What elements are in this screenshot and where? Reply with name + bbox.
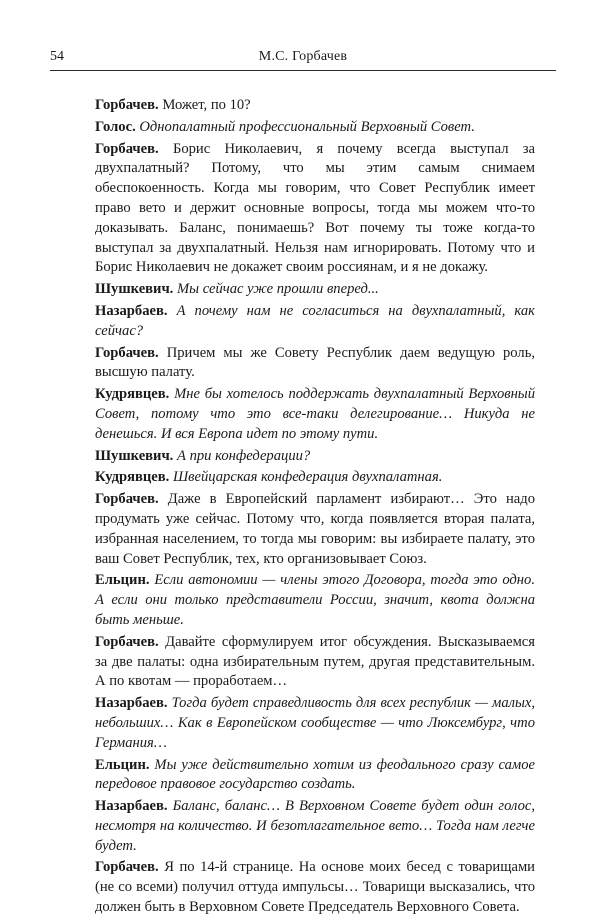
dialogue-paragraph: [95, 140, 535, 279]
speech-text: Борис Николаевич, я почему всегда выступал за двухпалатный? Потому, что мы этим самым снимаем обеспокоенность. Когда мы говорим, что Совет Республик имеет право вето и держит основные вопросы, тогда мы можем что-то доказывать. Баланс, понимаешь? Вот почему ты тоже когда-то выступал за двухпалатный. Нельзя нам игнорировать. Потому что и Борис Николаевич не докажет своим россиянам, и я не докажу.: [95, 140, 535, 276]
speech-text: А почему нам не согласиться на двухпалатный, как сейчас?: [95, 302, 535, 339]
speaker-name: Назарбаев.: [95, 302, 168, 319]
speaker-name: Кудрявцев.: [95, 386, 170, 403]
speaker-name: Голос.: [95, 118, 136, 135]
speech-text: Мы уже действительно хотим из феодального сразу самое передовое правовое государство создать.: [95, 756, 535, 793]
speaker-name: Назарбаев.: [95, 798, 168, 815]
speech-text: Мне бы хотелось поддержать двухпалатный Верховный Совет, потому что это все-таки делегирование… Никуда не денешься. И вся Европа идет по этому пути.: [95, 386, 535, 442]
speaker-name: Ельцин.: [95, 572, 150, 589]
speaker-name: Шушкевич.: [95, 281, 174, 298]
page-header: [50, 46, 556, 71]
speaker-name: Шушкевич.: [95, 447, 174, 464]
transcript-body: [95, 96, 535, 920]
speech-text: Швейцарская конфедерация двухпалатная.: [172, 469, 443, 486]
dialogue-paragraph: [95, 633, 535, 692]
speech-text: Давайте сформулируем итог обсуждения. Высказываемся за две палаты: одна избирательным путем, другая представительным. А по квотам — проработаем…: [95, 633, 536, 690]
dialogue-paragraph: [95, 490, 535, 569]
speech-text: Баланс, баланс… В Верховном Совете будет один голос, несмотря на количество. И безотлагательное вето… Тогда нам легче будет.: [95, 798, 535, 854]
dialogue-paragraph: [95, 694, 535, 753]
dialogue-paragraph: [95, 385, 535, 444]
speech-text: Однопалатный профессиональный Верховный Совет.: [139, 118, 475, 135]
running-title: М.С. Горбачев: [258, 49, 348, 64]
speaker-name: Горбачев.: [95, 97, 159, 113]
dialogue-paragraph: [95, 302, 535, 342]
dialogue-paragraph: [95, 571, 535, 630]
speaker-name: Ельцин.: [95, 756, 150, 773]
speech-text: Причем мы же Совету Республик даем ведущую роль, высшую палату.: [95, 344, 535, 381]
speaker-name: Горбачев.: [95, 633, 159, 650]
speaker-name: Горбачев.: [95, 491, 159, 508]
dialogue-paragraph: [95, 344, 535, 384]
dialogue-paragraph: [95, 797, 535, 856]
speech-text: А при конфедерации?: [177, 447, 311, 464]
speaker-name: Назарбаев.: [95, 695, 168, 712]
speech-text: Тогда будет справедливость для всех республик — малых, небольших… Как в Европейском сообществе — что Люксембург, что Германия…: [95, 695, 535, 751]
dialogue-paragraph: [95, 447, 535, 467]
speaker-name: Горбачев.: [95, 140, 159, 157]
speaker-name: Горбачев.: [95, 344, 159, 361]
speaker-name: Кудрявцев.: [95, 469, 170, 486]
speaker-name: Горбачев.: [95, 859, 159, 876]
speech-text: Мы сейчас уже прошли вперед...: [177, 281, 379, 298]
speech-text: Может, по 10?: [162, 97, 251, 113]
dialogue-paragraph: [95, 756, 535, 796]
dialogue-paragraph: [95, 858, 535, 917]
page-number: 54: [50, 49, 64, 64]
dialogue-paragraph: [95, 118, 535, 138]
speech-text: Даже в Европейский парламент избирают… Это надо продумать уже сейчас. Потому что, когда появляется вторая палата, избранная населением, то тогда мы говорим: вы избираете палату, это ваш Совет Республик, тех, кто организовывает Союз.: [95, 491, 535, 567]
speech-text: Я по 14-й странице. На основе моих бесед с товарищами (не со всеми) получил оттуда импульсы… Товарищи высказались, что должен быть в Верховном Совете Председатель Верховного Совета.: [95, 859, 535, 916]
dialogue-paragraph: [95, 468, 535, 488]
speech-text: Если автономии — члены этого Договора, тогда это одно. А если они только представители России, значит, квота должна быть меньше.: [95, 572, 535, 628]
dialogue-paragraph: [95, 96, 535, 116]
dialogue-paragraph: [95, 280, 535, 300]
